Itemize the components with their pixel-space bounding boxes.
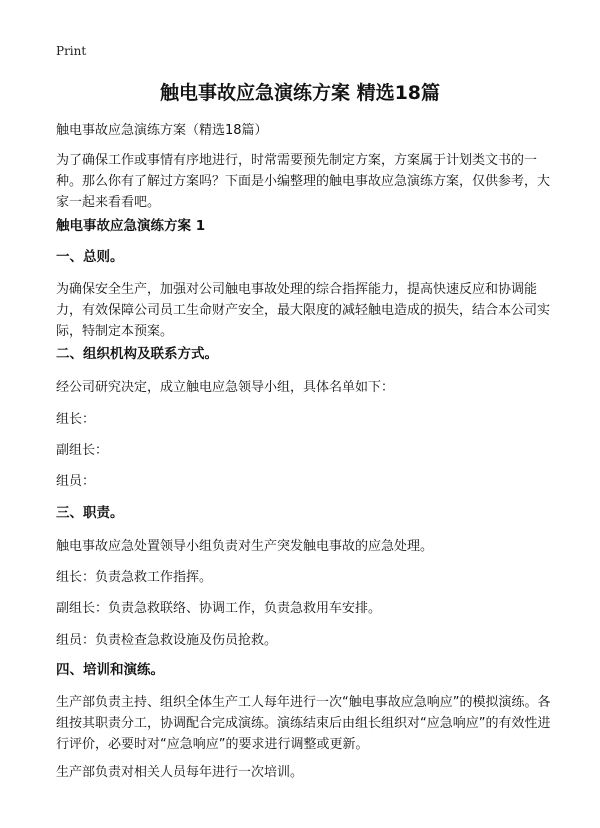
heading-organization: 二、组织机构及联系方式。 [56,346,218,362]
heading-duties: 三、职责。 [56,505,124,521]
print-label[interactable]: Print [56,44,87,58]
intro-paragraph: 为了确保工作或事情有序地进行，时常需要预先制定方案，方案属于计划类文书的一种。那么你有了解过方案吗？下面是小编整理的触电事故应急演练方案，仅供参考，大家一起来看看吧。 [56,153,551,210]
paragraph-organization: 经公司研究决定，成立触电应急领导小组，具体名单如下： [56,380,395,395]
paragraph-duties: 触电事故应急处置领导小组负责对生产突发触电事故的应急处理。 [56,539,434,554]
leader-line: 组长： [56,412,96,427]
subtitle: 触电事故应急演练方案（精选18篇） [56,123,268,138]
duty-members: 组员：负责检查急救设施及伤员抢救。 [56,633,278,648]
deputy-line: 副组长： [56,443,109,458]
page-title: 触电事故应急演练方案 精选18篇 [159,82,441,104]
duty-leader: 组长：负责急救工作指挥。 [56,570,213,585]
paragraph-training-2: 生产部负责对相关人员每年进行一次培训。 [56,765,304,780]
heading-general: 一、总则。 [56,249,124,265]
paragraph-training: 生产部负责主持、组织全体生产工人每年进行一次“触电事故应急响应”的模拟演练。各组按其职责分工，协调配合完成演练。演练结束后由组长组织对“应急响应”的有效性进行评价，必要时对“应急响应”的要求进行调整或更新。 [56,695,551,752]
members-line: 组员： [56,474,96,489]
duty-deputy: 副组长：负责急救联络、协调工作，负责急救用车安排。 [56,601,382,616]
heading-training: 四、培训和演练。 [56,662,164,678]
section-title: 触电事故应急演练方案 1 [56,218,206,234]
paragraph-general: 为确保安全生产，加强对公司触电事故处理的综合指挥能力，提高快速反应和协调能力，有效保障公司员工生命财产安全，最大限度的减轻触电造成的损失，结合本公司实际，特制定本预案。 [56,282,551,339]
